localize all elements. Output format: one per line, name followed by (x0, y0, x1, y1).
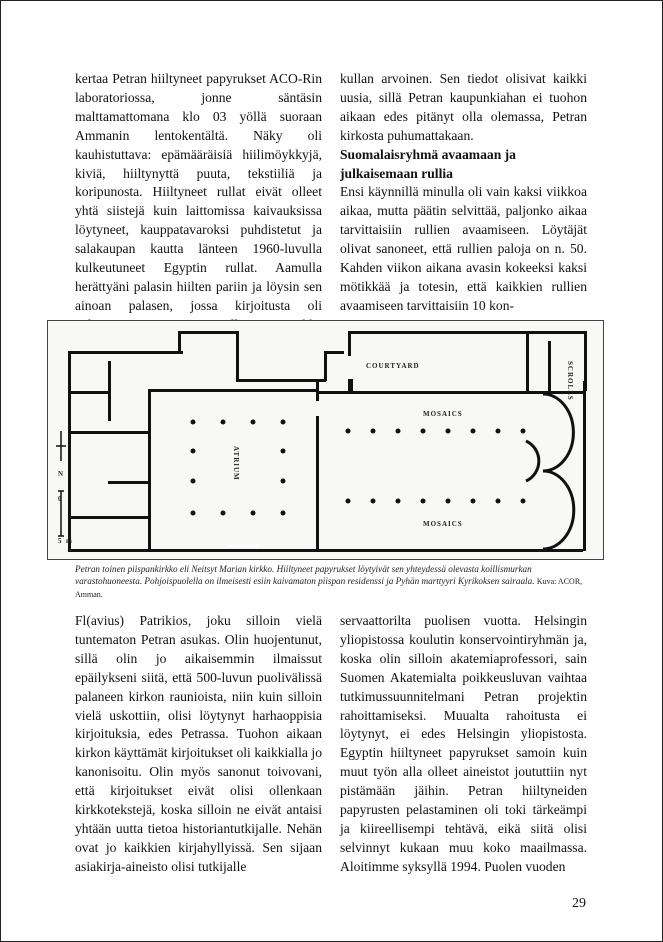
north-label: N (58, 470, 65, 478)
column-top-right (340, 70, 587, 316)
scale-unit-label: m (66, 537, 73, 545)
figure-caption (75, 563, 595, 601)
mosaics-bottom-label: MOSAICS (423, 520, 463, 528)
floor-plan-drawing (48, 321, 605, 561)
church-floor-plan-figure (47, 320, 604, 560)
paragraph-bottom-left: Fl(avius) Patrikios, joku silloin vielä tuntematon Petran asukas. Olin huojentunut, sillä olin jo aikaisemmin ilmaissut epäilykseni siitä, että 500-luvun puolivälissä palaneen kirkon raunioista, niin kuin silloin vielä uskottiin, olisi löytynyt harhaoppisia kirjoituksia, edes Petrassa. Tuohon aikaan kirkon käyttämät kirjoitukset oli kaikkialla jo kanonisoitu. Olin myös sanonut toivovani, että kirjoitukset eivät olisi ollenkaan kirkkotekstejä, koska silloin ne eivät antaisi yhtään uutta tietoa historiantutkijalle. Nehän ovat jo kaikkien kirjahyllyissä. Sen sijaan asiakirja-aineisto olisi tutkijalle (75, 613, 322, 874)
atrium-label: ATRIUM (232, 446, 240, 481)
courtyard-label: COURTYARD (366, 362, 420, 370)
mosaics-top-label: MOSAICS (423, 410, 463, 418)
page-number: 29 (572, 896, 586, 911)
paragraph-top-right-intro: kullan arvoinen. Sen tiedot olisivat kaikki uusia, sillä Petran kaupunkiahan ei tuohon aikaan edes pitänyt olla olemassa, Petran kirkosta puhumattakaan. (340, 71, 587, 143)
caption-credit: Kuva: ACOR, Amman. (75, 577, 583, 599)
column-top-left (75, 70, 322, 354)
caption-text: Petran toinen piispankirkko eli Neitsyt Marian kirkko. Hiiltyneet papyrukset löytyivät sen yhteydessä olevasta koillismurkan varastohuoneesta. Pohjoispuolella on ilmeisesti esiin kaivamaton piispan residenssi ja Pyhän marttyyri Kyrikoksen sairaala. (75, 564, 535, 586)
paragraph-top-right-body: Ensi käynnillä minulla oli vain kaksi viikkoa aikaa, mutta päätin selvittää, paljonko aikaa tarvittaisiin rullien avaamiseen. Löytäjät olivat sanoneet, että rullien paloja on n. 50. Kahden viikon aikana avasin kokeeksi kaksi mötikkää ja totesin, että kaikkien rullien avaamiseen tarvittaisiin 10 kon- (340, 184, 587, 313)
scrolls-label: SCROLLS (566, 361, 574, 401)
scale-five-label: 5 (58, 537, 63, 545)
section-heading: Suomalaisryhmä avaamaan ja julkaisemaan rullia (340, 146, 516, 181)
scale-zero-label: 0 (58, 495, 63, 503)
paragraph-top-left: kertaa Petran hiiltyneet papyrukset ACO-Rin laboratoriossa, jonne säntäsin malttamattomana klo 03 yöllä suoraan Ammanin lentokentältä. Näky oli kauhistuttava: epämääräisiä hiilimöykkyjä, kiviä, hiiltynyttä puuta, tekstiiliä ja koripunosta. Hiiltyneet rullat eivät olleet yhtä siistejä kuin laittomissa kaivauksissa löytyneet, kauppatavaroksi puhdistetut ja salakaupan kautta länteen 1960-luvulla kulkeutuneet Egyptin rullat. Aamulla herättyäni palasin hiilten pariin ja löysin sen ainoan palasen, jossa kirjoitusta oli (75, 71, 322, 313)
paragraph-bottom-right: servaattorilta puolisen vuotta. Helsingin yliopistossa koulutin konservointiryhmän ja, koska olin silloin akatemiaprofessori, sain Suomen Akatemialta poikkeusluvan vaihtaa tutkimussuunnitelmani Petran projektin rahoittamiseksi. Muualta rahoitusta ei löytynyt, ei edes Helsingin yliopistosta. Egyptin hiiltyneet papyrukset samoin kuin muut työn alla olleet aineistot joututtiin nyt pistämään jäihin. Petran hiiltyneiden papyrusten pelastaminen oli toki tärkeämpi ja kiireellisempi tehtävä, eikä siitä olisi selvinnyt kukaan muu koko maailmassa. Aloitimme syksyllä 1994. Puolen vuoden (340, 613, 587, 874)
column-bottom-left (75, 612, 322, 877)
column-bottom-right (340, 612, 587, 877)
